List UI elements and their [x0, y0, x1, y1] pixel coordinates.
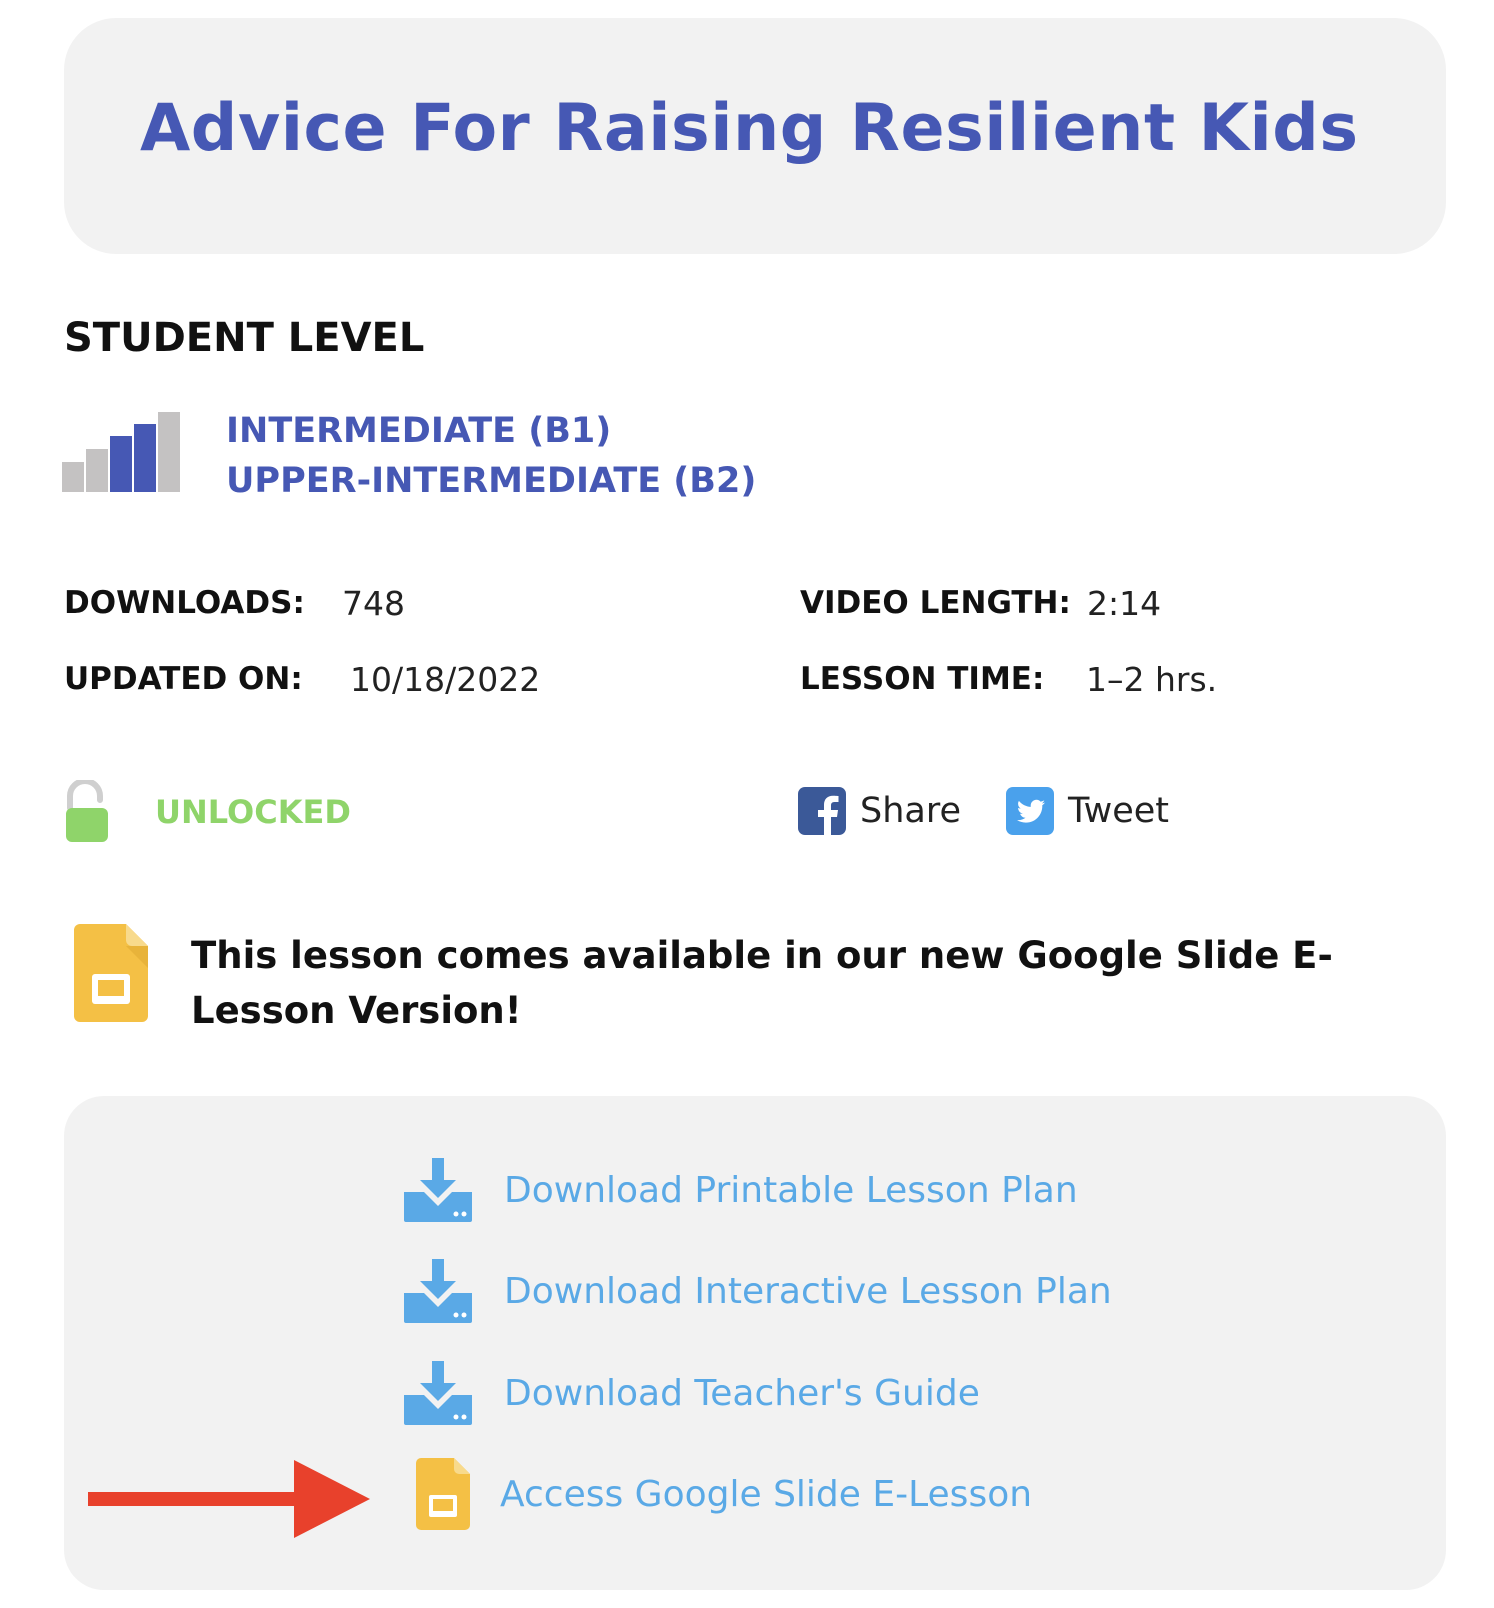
red-arrow-annotation-icon — [88, 1460, 370, 1538]
updated-on-label: UPDATED ON: — [64, 661, 303, 697]
level-link-upper-intermediate[interactable]: UPPER-INTERMEDIATE (B2) — [226, 461, 757, 501]
lesson-time-label: LESSON TIME: — [800, 661, 1045, 697]
twitter-tweet-button[interactable] — [1006, 786, 1169, 836]
facebook-icon — [798, 787, 846, 835]
title-card — [64, 18, 1446, 254]
download-icon — [404, 1158, 472, 1222]
level-bars-icon — [62, 412, 182, 492]
level-link-intermediate[interactable]: INTERMEDIATE (B1) — [226, 411, 612, 451]
google-slides-icon — [416, 1458, 470, 1530]
page-title: Advice For Raising Resilient Kids — [140, 91, 1359, 166]
download-teachers-guide-link[interactable] — [404, 1361, 980, 1425]
status-badge: UNLOCKED — [155, 793, 351, 831]
share-label: Share — [860, 791, 962, 831]
download-icon — [404, 1259, 472, 1323]
download-item-label: Access Google Slide E-Lesson — [500, 1473, 1033, 1515]
download-item-label: Download Printable Lesson Plan — [504, 1169, 1078, 1211]
video-length-label: VIDEO LENGTH: — [800, 585, 1071, 621]
google-slide-notice: This lesson comes available in our new Google Slide E-Lesson Version! — [191, 934, 1333, 1032]
student-level-heading: STUDENT LEVEL — [64, 315, 425, 361]
downloads-label: DOWNLOADS: — [64, 585, 305, 621]
download-printable-lesson-plan-link[interactable] — [404, 1158, 1078, 1222]
twitter-icon — [1006, 787, 1054, 835]
tweet-label: Tweet — [1068, 791, 1170, 831]
download-interactive-lesson-plan-link[interactable] — [404, 1259, 1112, 1323]
updated-on-date: 10/18/2022 — [350, 660, 541, 699]
download-item-label: Download Interactive Lesson Plan — [504, 1270, 1112, 1312]
facebook-share-button[interactable] — [798, 786, 961, 836]
download-item-label: Download Teacher's Guide — [504, 1372, 980, 1414]
google-slides-icon — [74, 924, 148, 1022]
unlocked-padlock-icon — [64, 780, 110, 842]
download-icon — [404, 1361, 472, 1425]
downloads-count: 748 — [342, 584, 405, 623]
access-google-slide-elesson-link[interactable] — [404, 1458, 1032, 1530]
lesson-time-value: 1–2 hrs. — [1086, 660, 1218, 699]
video-length-value: 2:14 — [1087, 584, 1162, 623]
